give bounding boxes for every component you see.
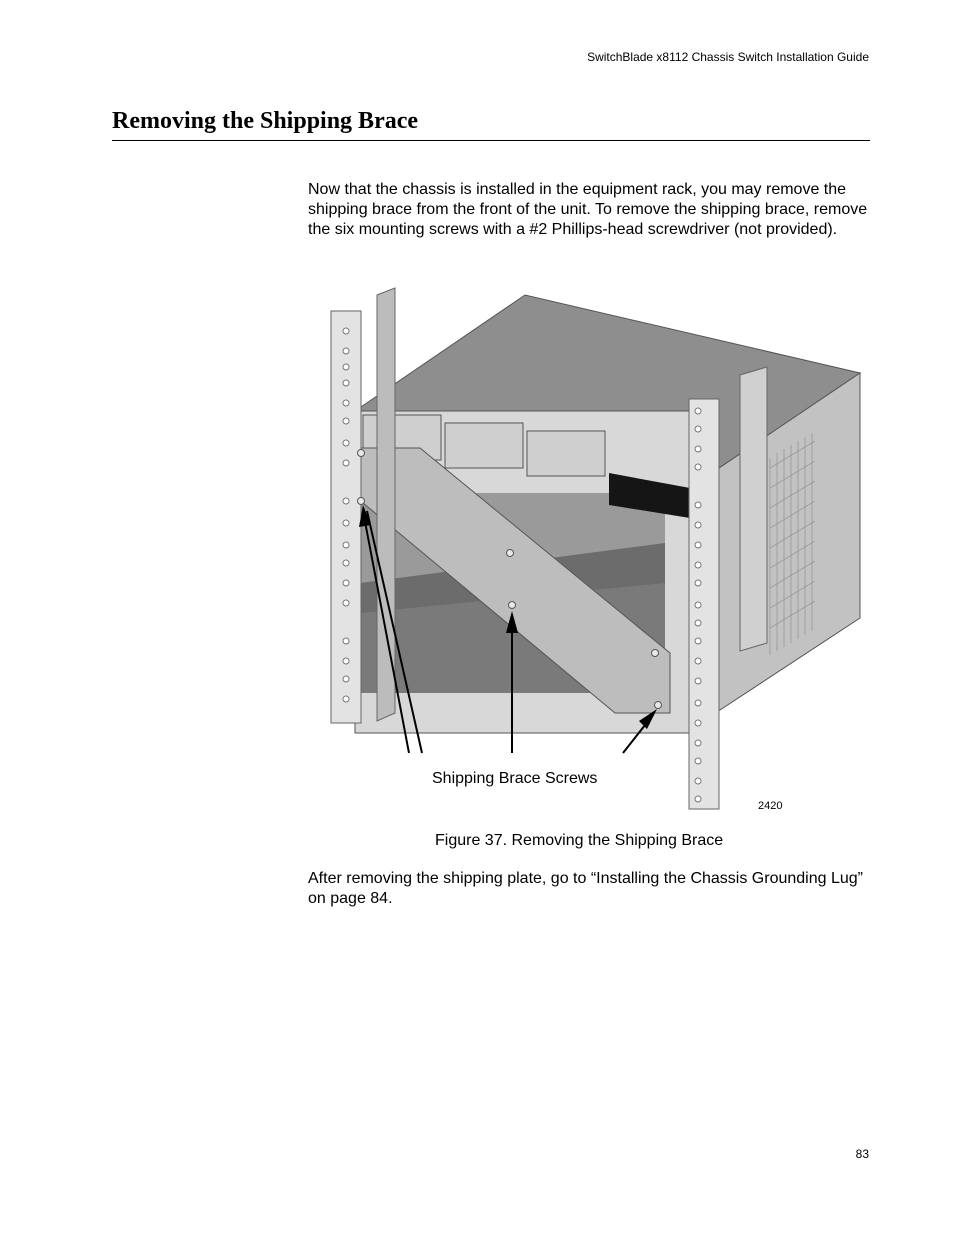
brace-screw xyxy=(655,702,662,709)
rack-rail-right-back xyxy=(740,367,767,651)
brace-screw xyxy=(358,498,365,505)
after-paragraph: After removing the shipping plate, go to “Installing the Chassis Grounding Lug” on page 84. xyxy=(308,870,863,907)
rack-rail-right xyxy=(689,399,719,809)
rack-holes-right xyxy=(695,408,701,802)
rack-rail-left-back xyxy=(377,288,395,721)
module-slot-2 xyxy=(445,423,523,468)
brace-screw xyxy=(652,650,659,657)
brace-screw xyxy=(358,450,365,457)
brace-screw xyxy=(509,602,516,609)
figure-caption: Figure 37. Removing the Shipping Brace xyxy=(435,832,724,849)
brace-screw xyxy=(507,550,514,557)
shipping-brace-figure xyxy=(325,283,870,813)
running-header: SwitchBlade x8112 Chassis Switch Installation Guide xyxy=(587,50,869,64)
figure-number: 2420 xyxy=(758,800,783,812)
section-title: Removing the Shipping Brace xyxy=(112,108,419,134)
module-slot-3 xyxy=(527,431,605,476)
intro-paragraph: Now that the chassis is installed in the equipment rack, you may remove the shipping brace from the front of the unit. To remove the shipping brace, remove the six mounting screws with a #2 Phillips-head screwdriver (not provided). xyxy=(308,181,868,238)
callout-label: Shipping Brace Screws xyxy=(432,770,598,787)
page-number: 83 xyxy=(855,1147,869,1161)
title-rule xyxy=(112,140,870,141)
